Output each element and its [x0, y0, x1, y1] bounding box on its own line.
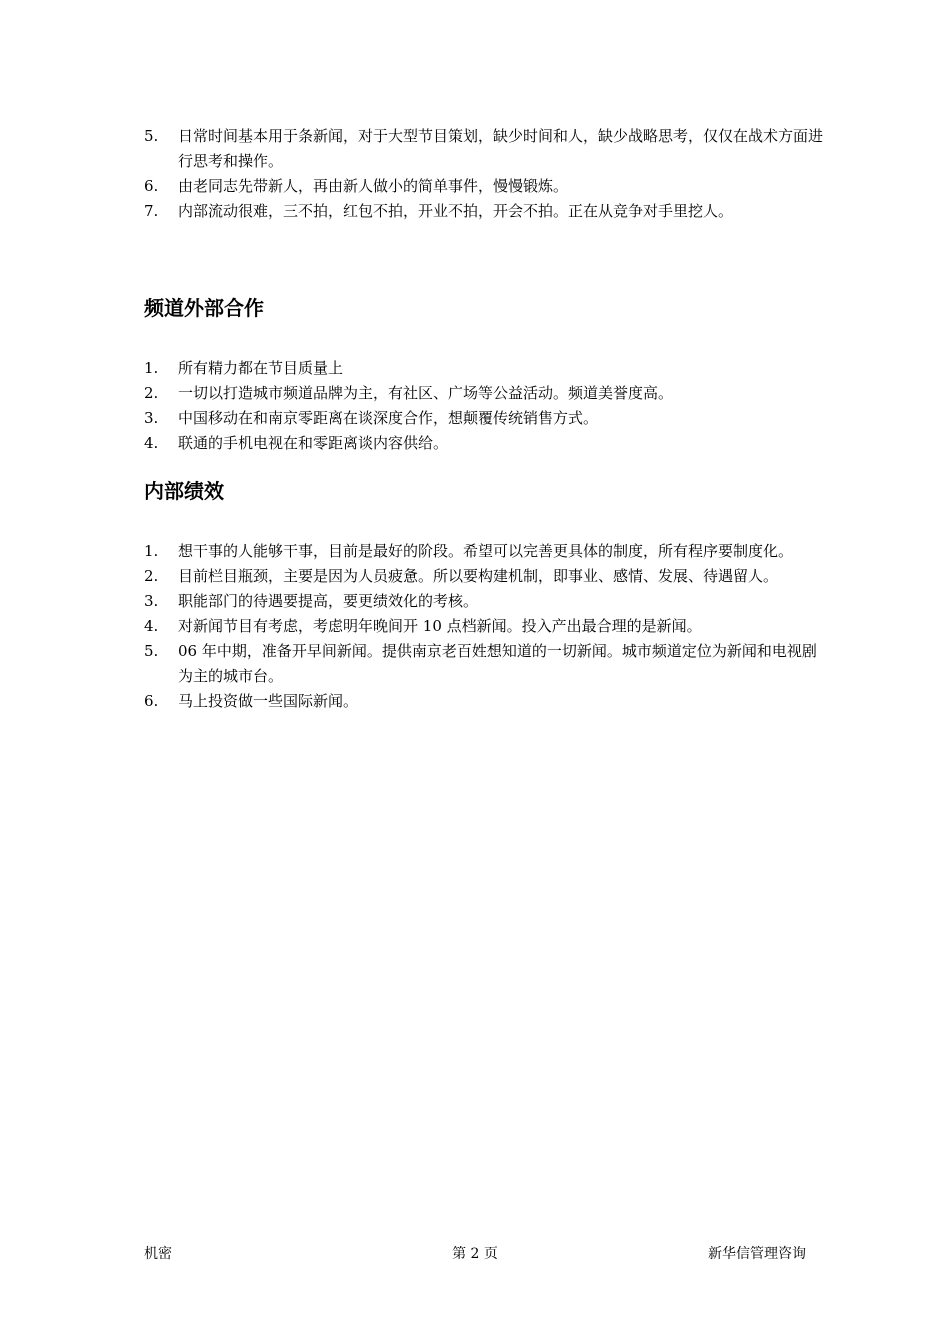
- list-number: 3.: [144, 592, 159, 610]
- list-number: 1.: [144, 359, 159, 377]
- section-heading-internal-performance: 内部绩效: [144, 479, 224, 503]
- list-item: [144, 199, 824, 224]
- list-number: 6.: [144, 177, 159, 195]
- list-number: 4.: [144, 617, 159, 635]
- section-heading-external-cooperation: 频道外部合作: [144, 296, 264, 320]
- footer-confidential: 机密: [144, 1246, 172, 1262]
- list-number: 2.: [144, 384, 159, 402]
- list-number: 4.: [144, 434, 159, 452]
- list-text: 对新闻节目有考虑，考虑明年晚间开 10 点档新闻。投入产出最合理的是新闻。: [178, 617, 702, 635]
- list-external-cooperation: [144, 356, 824, 456]
- list-item: [144, 564, 824, 589]
- list-item: [144, 431, 824, 456]
- list-text: 日常时间基本用于条新闻，对于大型节目策划，缺少时间和人，缺少战略思考，仅仅在战术方面进行思考和操作。: [178, 127, 824, 170]
- list-item: [144, 689, 824, 714]
- list-number: 5.: [144, 642, 159, 660]
- list-item: [144, 639, 824, 689]
- list-text: 目前栏目瓶颈，主要是因为人员疲惫。所以要构建机制，即事业、感情、发展、待遇留人。: [178, 567, 779, 585]
- list-text: 职能部门的待遇要提高，要更绩效化的考核。: [178, 592, 479, 610]
- list-number: 7.: [144, 202, 159, 220]
- list-text: 马上投资做一些国际新闻。: [178, 692, 359, 710]
- list-text: 所有精力都在节目质量上: [178, 359, 344, 377]
- list-item: [144, 406, 824, 431]
- list-number: 3.: [144, 409, 159, 427]
- list-text: 一切以打造城市频道品牌为主，有社区、广场等公益活动。频道美誉度高。: [178, 384, 674, 402]
- footer-page-number: 第 2 页: [452, 1246, 498, 1262]
- list-item: [144, 174, 824, 199]
- list-internal-performance: [144, 539, 824, 714]
- list-item: [144, 614, 824, 639]
- list-a: [144, 124, 824, 224]
- list-text: 06 年中期，准备开早间新闻。提供南京老百姓想知道的一切新闻。城市频道定位为新闻和电视剧为主的城市台。: [178, 642, 817, 685]
- list-text: 联通的手机电视在和零距离谈内容供给。: [178, 434, 449, 452]
- list-number: 1.: [144, 542, 159, 560]
- list-item: [144, 124, 824, 174]
- list-item: [144, 356, 824, 381]
- list-text: 由老同志先带新人，再由新人做小的简单事件，慢慢锻炼。: [178, 177, 569, 195]
- list-text: 想干事的人能够干事，目前是最好的阶段。希望可以完善更具体的制度，所有程序要制度化。: [178, 542, 794, 560]
- list-text: 中国移动在和南京零距离在谈深度合作，想颠覆传统销售方式。: [178, 409, 599, 427]
- list-number: 6.: [144, 692, 159, 710]
- list-text: 内部流动很难，三不拍，红包不拍，开业不拍，开会不拍。正在从竞争对手里挖人。: [178, 202, 734, 220]
- footer-company: 新华信管理咨询: [708, 1246, 806, 1262]
- list-item: [144, 539, 824, 564]
- list-item: [144, 589, 824, 614]
- list-item: [144, 381, 824, 406]
- list-number: 5.: [144, 127, 159, 145]
- list-number: 2.: [144, 567, 159, 585]
